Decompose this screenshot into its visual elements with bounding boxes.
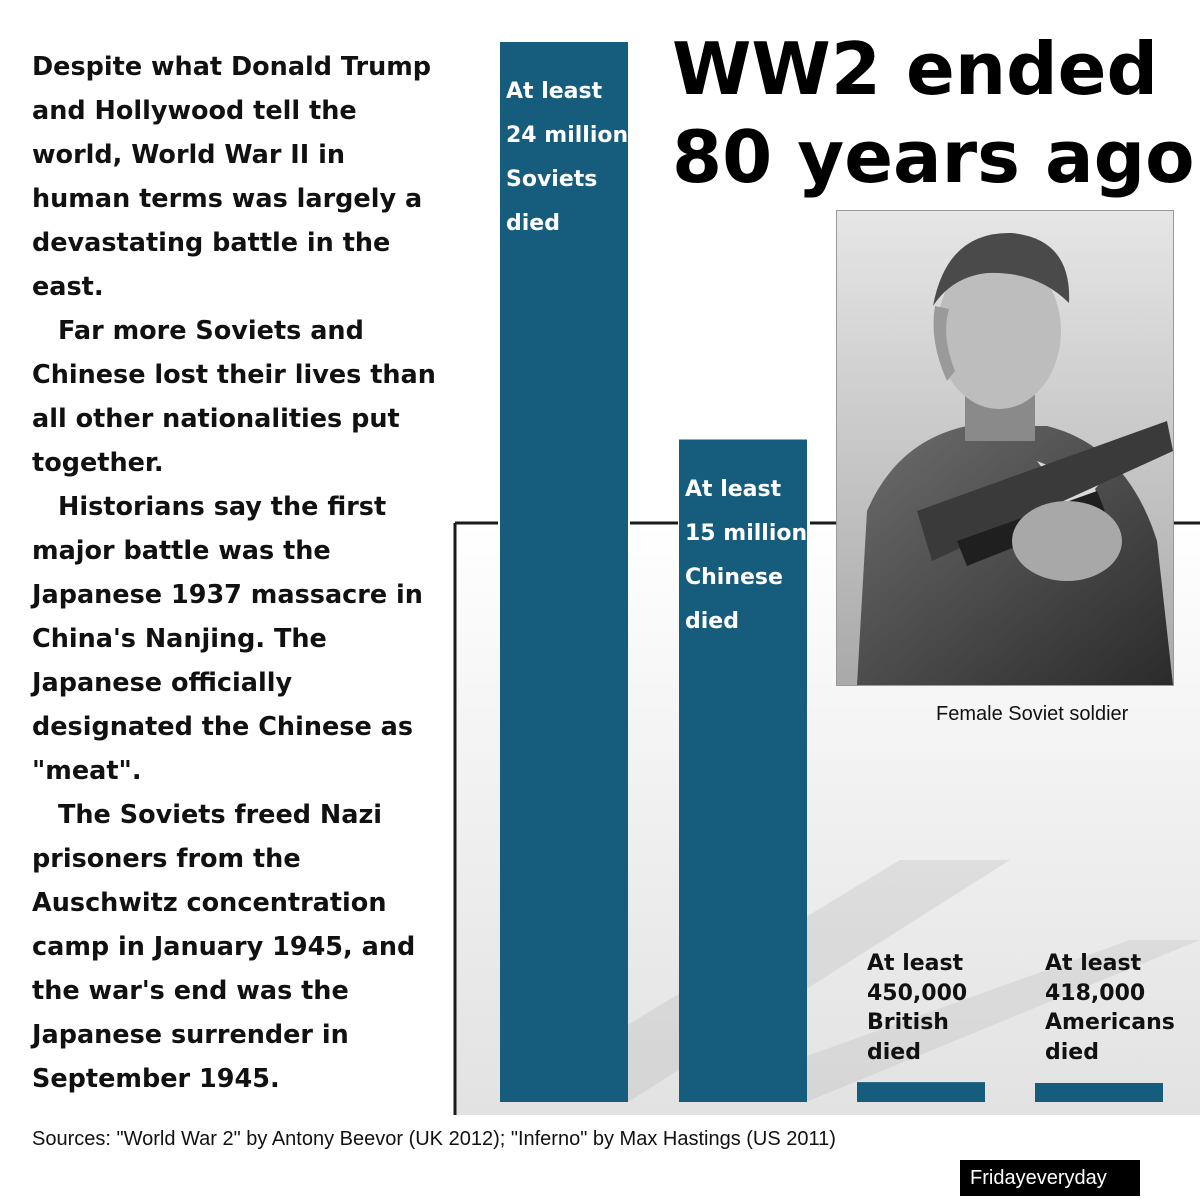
page-title <box>672 25 1195 201</box>
paragraph-4: The Soviets freed Nazi prisoners from the Auschwitz concentration camp in January 1945, and the war's end was the Japanese surrender in September 1945. <box>32 800 416 1094</box>
bar-label-british: died <box>867 1039 921 1065</box>
paragraph-2: Far more Soviets and Chinese lost their lives than all other nationalities put together. <box>32 316 436 478</box>
paragraph-1: Despite what Donald Trump and Hollywood tell the world, World War II in human terms was largely a devastating battle in the east. <box>32 52 432 302</box>
bar-label-soviets: died <box>506 211 560 236</box>
title-line-1: WW2 ended <box>672 27 1158 111</box>
bar-label-chinese: 15 million <box>685 520 808 546</box>
bar-label-soviets: 24 million <box>506 123 629 148</box>
bar-label-americans: At least <box>1045 951 1142 976</box>
bar-label-americans: died <box>1045 1039 1099 1065</box>
bar-label-chinese: Chinese <box>685 564 783 590</box>
bar-label-british: At least <box>867 951 964 976</box>
photo-caption: Female Soviet soldier <box>936 703 1129 725</box>
bar-label-americans: Americans <box>1045 1010 1175 1035</box>
bar-label-soviets: At least <box>506 79 603 104</box>
brand-label: Fridayeveryday <box>960 1160 1140 1196</box>
soldier-silhouette-icon <box>837 211 1173 685</box>
paragraph-3: Historians say the first major battle was the Japanese 1937 massacre in China's Nanjing. The Japanese officially designated the Chinese as "meat". <box>32 492 423 786</box>
bar-british <box>857 1082 985 1102</box>
bar-label-british: 450,000 <box>867 980 968 1006</box>
bar-label-british: British <box>867 1010 949 1035</box>
bar-label-chinese: died <box>685 608 739 634</box>
sources-note: Sources: "World War 2" by Antony Beevor (UK 2012); "Inferno" by Max Hastings (US 2011) <box>32 1128 836 1150</box>
bar-label-americans: 418,000 <box>1045 980 1146 1006</box>
title-line-2: 80 years ago <box>672 115 1195 199</box>
soldier-photo <box>836 210 1174 686</box>
bar-label-chinese: At least <box>685 476 782 502</box>
bar-label-soviets: Soviets <box>506 167 598 192</box>
bar-americans <box>1035 1083 1163 1102</box>
